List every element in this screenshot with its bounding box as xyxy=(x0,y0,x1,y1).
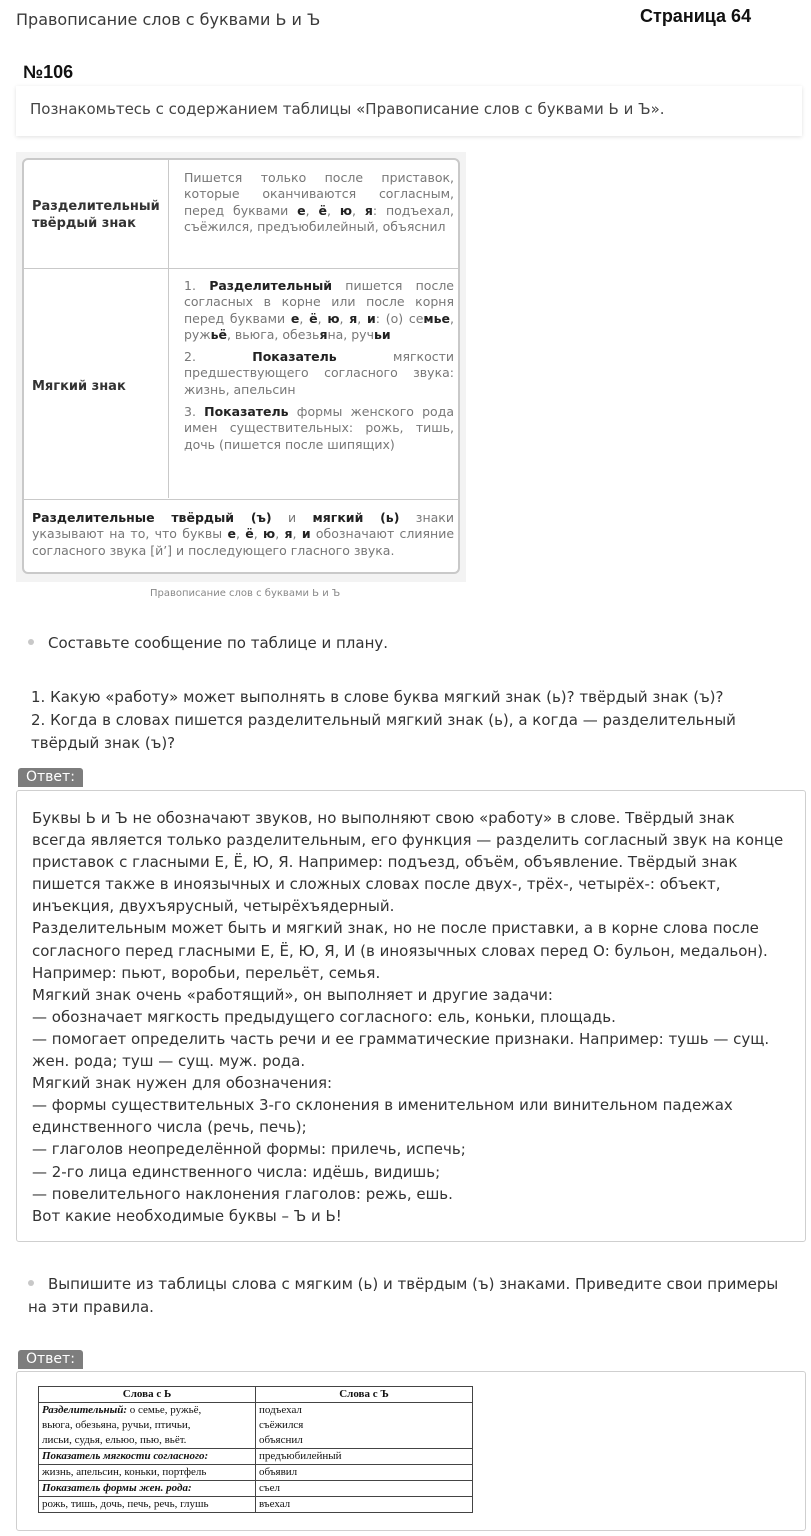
table-header-hard: Слова с Ъ xyxy=(256,1387,473,1403)
table-row xyxy=(39,1465,473,1481)
bullet-item-1 xyxy=(28,632,388,655)
page-title: Правописание слов с буквами Ь и Ъ xyxy=(16,10,321,29)
bullet-dot-icon xyxy=(28,1280,34,1286)
table-cell: въехал xyxy=(256,1497,473,1513)
table-header-soft: Слова с Ь xyxy=(39,1387,256,1403)
answer-1-paragraph: Вот какие необходимые буквы – Ъ и Ь! xyxy=(32,1206,342,1225)
rules-table xyxy=(22,158,460,574)
table-cell: Показатель формы жен. рода: xyxy=(39,1481,256,1497)
answer-1-paragraph: Мягкий знак нужен для обозначения: xyxy=(32,1074,333,1093)
table-cell: рожь, тишь, дочь, печь, речь, глушь xyxy=(39,1497,256,1513)
answer-2-label: Ответ: xyxy=(18,1350,83,1369)
table-cell: жизнь, апельсин, коньки, портфель xyxy=(39,1465,256,1481)
table-row xyxy=(39,1481,473,1497)
bullet-2-text: Выпишите из таблицы слова с мягким (ь) и твёрдым (ъ) знаками. Приведите свои примеры на эти правила. xyxy=(28,1275,779,1316)
rules-row2-text: 1. Разделительный пишется после согласных в корне или после корня перед буквами е, ё, ю, я, и: (о) семье, ружьё, вьюга, обезьяна, ручьи 2. Показатель мягкости предшествующего согласного звука: жизнь, апельсин 3. Показатель формы женского рода имен существительных: рожь, тишь, дочь (пишется после шипящих) xyxy=(184,278,455,452)
table-row xyxy=(39,1403,473,1449)
table-cell: съел xyxy=(256,1481,473,1497)
rules-row-soft-sign xyxy=(24,268,458,500)
answer-1-paragraph: — формы существительных 3-го склонения в именительном или винительном падежах единственного числа (речь, печь); xyxy=(32,1096,733,1137)
rules-row1-text: Пишется только после приставок, которые оканчиваются согласным, перед буквами е, ё, ю, я: подъехал, съёжился, предъюбилейный, объяснил xyxy=(184,170,454,234)
page-number: Страница 64 xyxy=(640,6,752,26)
table-cell: объявил xyxy=(256,1465,473,1481)
rules-row3-text: Разделительные твёрдый (ъ) и мягкий (ь) знаки указывают на то, что буквы е, ё, ю, я, и обозначают слияние согласного звука [й’] и последующего гласного звука. xyxy=(32,510,455,558)
table-row xyxy=(39,1497,473,1513)
bullet-1-text: Составьте сообщение по таблице и плану. xyxy=(48,634,389,652)
answer-1-paragraph: — глаголов неопределённой формы: прилечь, испечь; xyxy=(32,1140,466,1159)
answer-1-paragraph: — повелительного наклонения глаголов: режь, ешь. xyxy=(32,1184,453,1203)
plan-item-2: 2. Когда в словах пишется разделительный мягкий знак (ь), а когда — разделительный твёрдый знак (ъ)? xyxy=(31,711,736,752)
rules-caption: Правописание слов с буквами Ь и Ъ xyxy=(150,588,341,599)
table-cell: предъюбилейный xyxy=(256,1449,473,1465)
rules-row2-label: Мягкий знак xyxy=(32,379,126,394)
table-cell: Показатель мягкости согласного: xyxy=(39,1449,256,1465)
answer-1-paragraph: Мягкий знак очень «работящий», он выполняет и другие задачи: xyxy=(32,985,553,1004)
table-cell: Разделительный: о семье, ружьё, вьюга, обезьяна, ручьи, птичьи, лисьи, судья, ельюо, пью, вьёт. xyxy=(39,1403,256,1449)
plan-list xyxy=(31,686,791,755)
intro-text: Познакомьтесь с содержанием таблицы «Правописание слов с буквами Ь и Ъ». xyxy=(30,100,665,118)
table-row xyxy=(39,1449,473,1465)
plan-item-1: 1. Какую «работу» может выполнять в слове буква мягкий знак (ь)? твёрдый знак (ъ)? xyxy=(31,688,724,706)
answer-1-paragraph: — 2-го лица единственного числа: идёшь, видишь; xyxy=(32,1162,441,1181)
table-cell: подъехал съёжился объяснил xyxy=(256,1403,473,1449)
answer-1-label: Ответ: xyxy=(18,768,83,787)
answer-1-text xyxy=(32,807,792,1227)
answer-1-paragraph: Разделительным может быть и мягкий знак, но не после приставки, а в корне слова после согласного перед гласными Е, Ё, Ю, Я, И (в иноязычных словах перед О: бульон, медальон). Например: пьют, воробьи, перельёт, семья. xyxy=(32,919,768,982)
answer-1-paragraph: — помогает определить часть речи и ее грамматические признаки. Например: тушь — сущ. жен. рода; туш — сущ. муж. рода. xyxy=(32,1029,770,1071)
rules-row-hard-sign xyxy=(24,160,458,269)
answer-1-paragraph: — обозначает мягкость предыдущего согласного: ель, коньки, площадь. xyxy=(32,1007,616,1026)
task-number: №106 xyxy=(23,62,74,82)
rules-row1-label: Разделительный твёрдый знак xyxy=(32,199,160,231)
answer-table xyxy=(38,1386,473,1513)
answer-1-paragraph: Буквы Ь и Ъ не обозначают звуков, но выполняют свою «работу» в слове. Твёрдый знак всегда является только разделительным, его функция — разделить согласный звук на конце приставок с гласными Е, Ё, Ю, Я. Например: подъезд, объём, объявление. Твёрдый знак пишется также в иноязычных и сложных словах после двух-, трёх-, четырёх-: объект, инъекция, двухъярусный, четырёхъядерный. xyxy=(32,809,784,916)
bullet-dot-icon xyxy=(28,639,34,645)
bullet-item-2 xyxy=(28,1273,793,1319)
table-header-row xyxy=(39,1387,473,1403)
